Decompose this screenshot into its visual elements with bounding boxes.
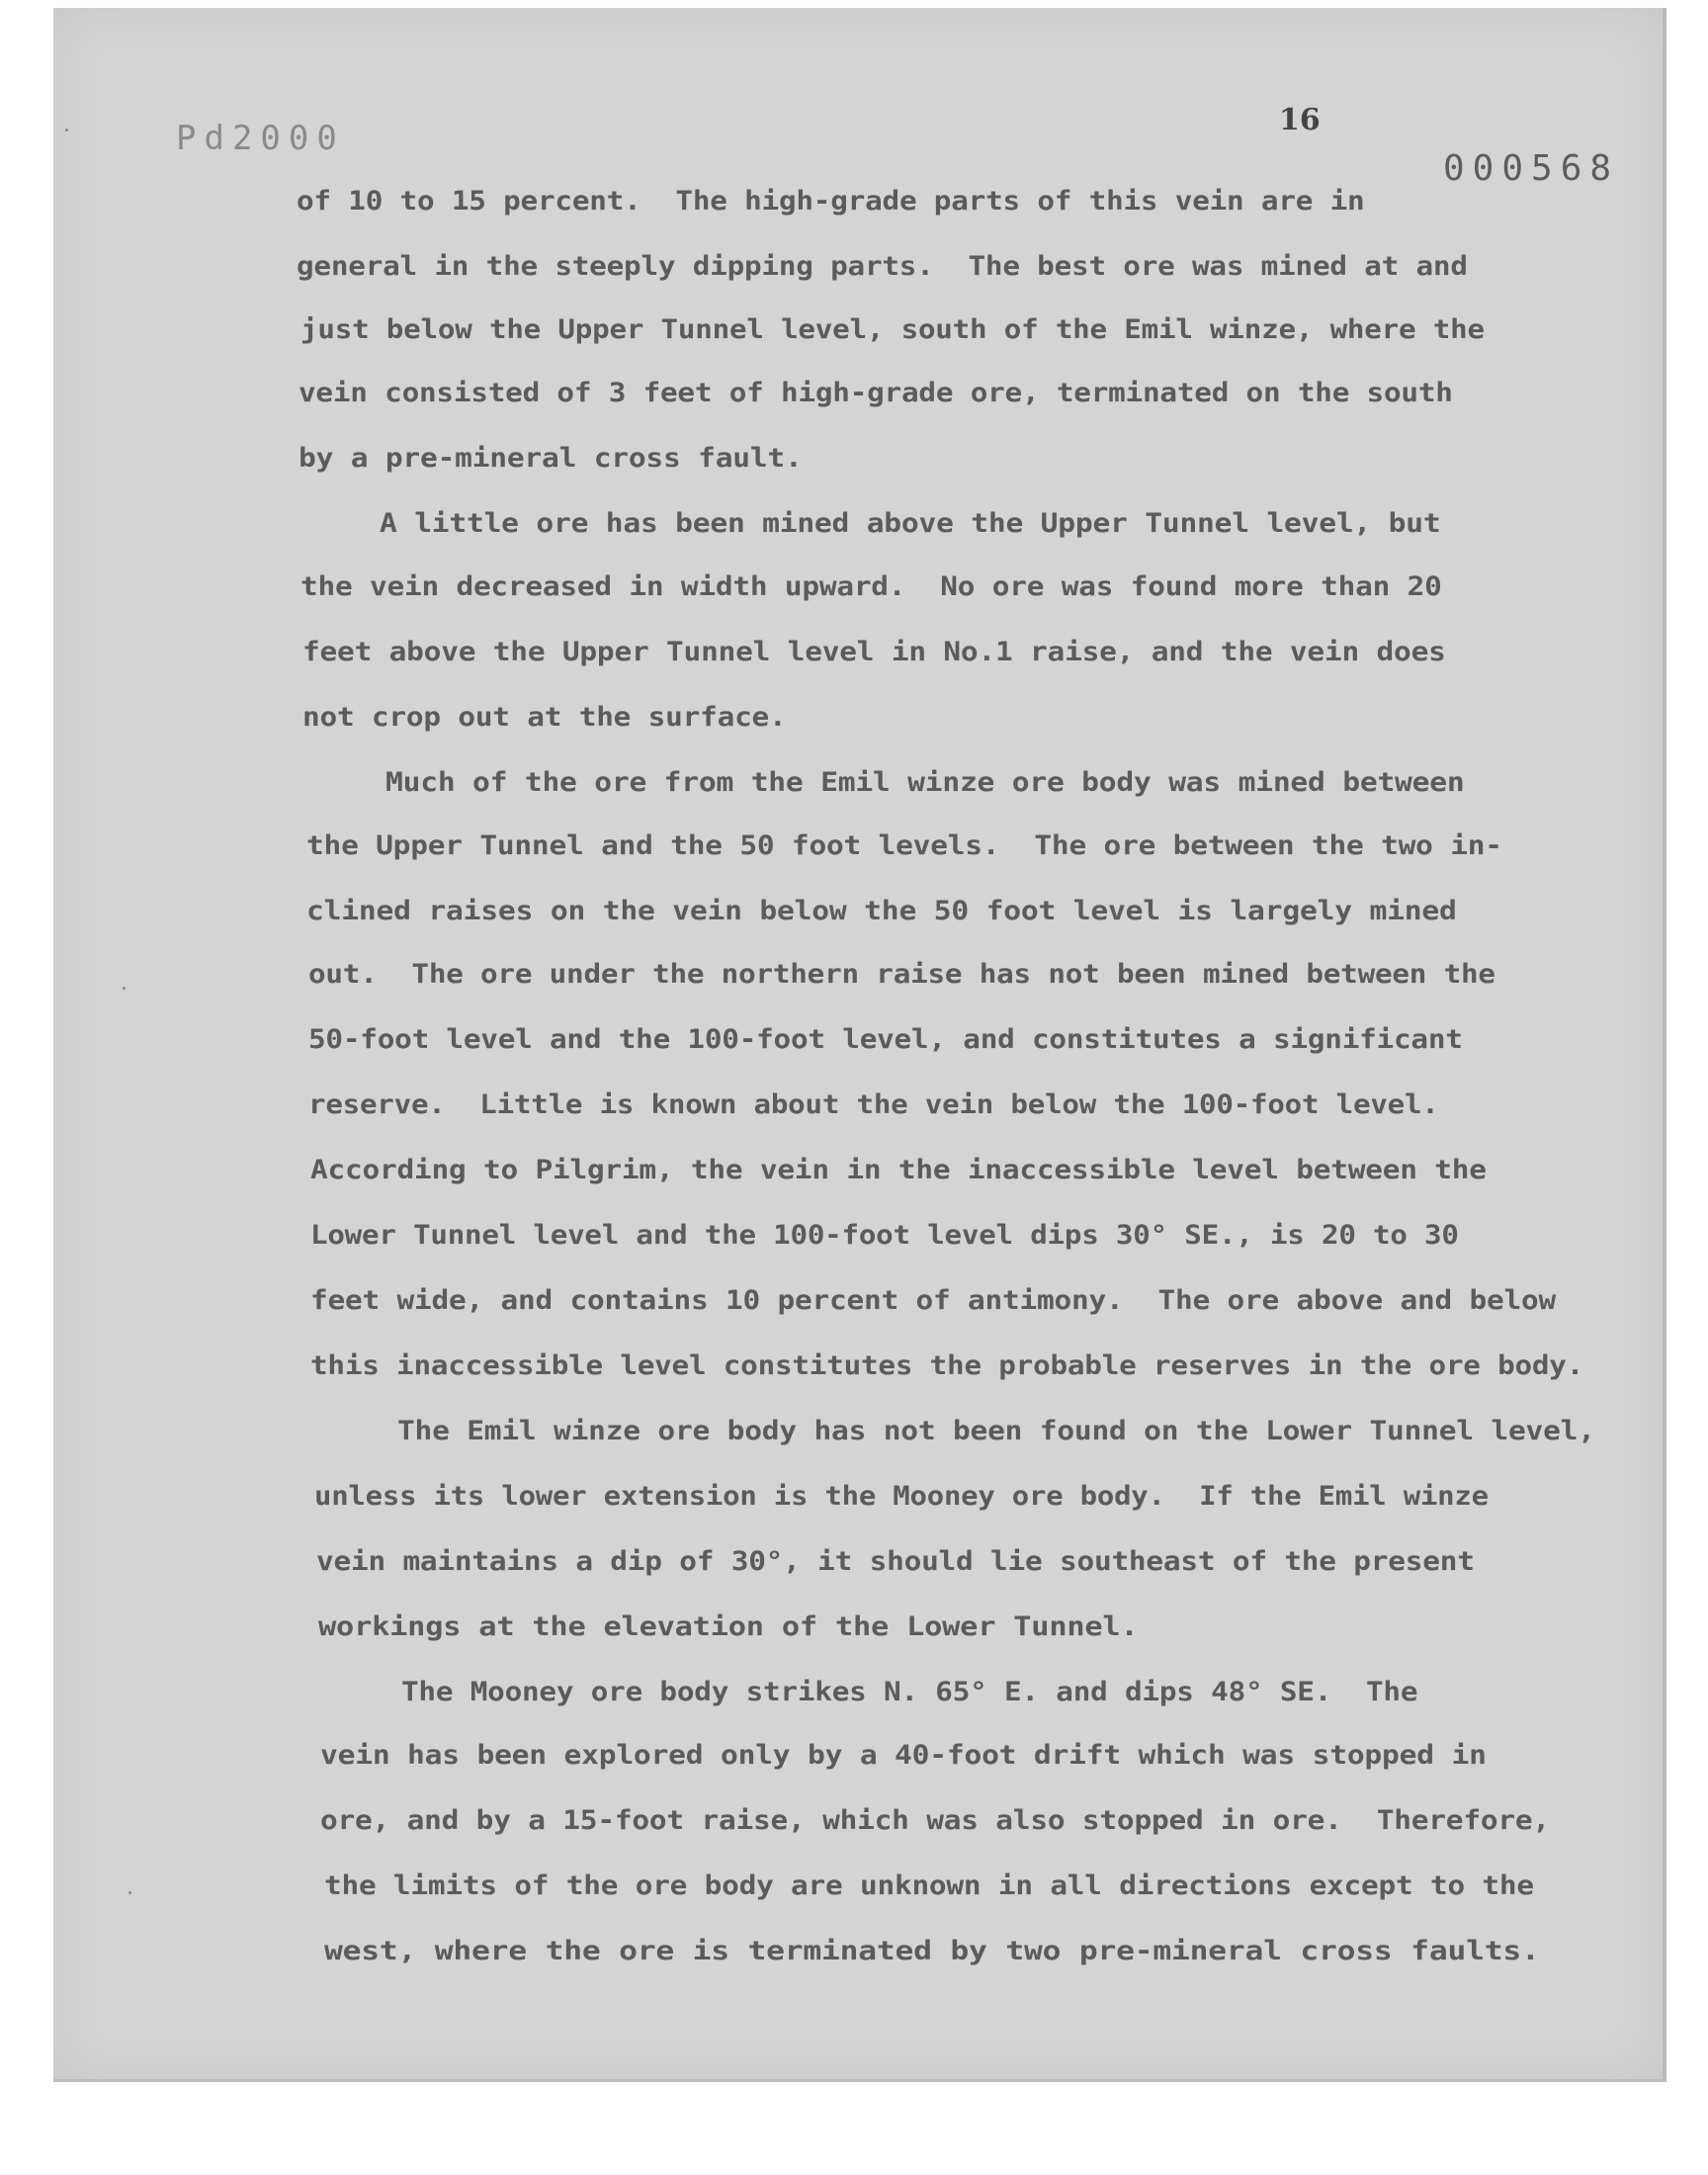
text-line: the Upper Tunnel and the 50 foot levels. The ore between the two in- [306,830,1502,861]
text-line: reserve. Little is known about the vein below the 100-foot level. [308,1089,1439,1120]
text-line: feet above the Upper Tunnel level in No.1 raise, and the vein does [302,637,1446,667]
text-line: ore, and by a 15-foot raise, which was also stopped in ore. Therefore, [320,1805,1550,1836]
paper-speck [65,129,68,131]
page-number: 16 [1279,103,1321,137]
text-line: unless its lower extension is the Mooney ore body. If the Emil winze [314,1481,1489,1512]
text-line: The Mooney ore body strikes N. 65° E. and dips 48° SE. The [401,1677,1418,1707]
text-line: A little ore has been mined above the Upper Tunnel level, but [380,508,1441,539]
text-line: The Emil winze ore body has not been found on the Lower Tunnel level, [397,1416,1595,1446]
text-line: the limits of the ore body are unknown in all directions except to the [324,1870,1534,1901]
text-line: of 10 to 15 percent. The high-grade parts of this vein are in [297,186,1365,217]
text-line: According to Pilgrim, the vein in the inaccessible level between the [310,1155,1487,1185]
paper-speck [128,1891,131,1894]
archive-stamp-right: 000568 [1443,148,1620,189]
text-line: general in the steeply dipping parts. The best ore was mined at and [297,251,1468,282]
text-line: clined raises on the vein below the 50 foot level is largely mined [306,896,1457,926]
text-line: Lower Tunnel level and the 100-foot level dips 30° SE., is 20 to 30 [310,1220,1459,1251]
text-line: feet wide, and contains 10 percent of antimony. The ore above and below [310,1285,1556,1316]
text-line: out. The ore under the northern raise has not been mined between the [308,959,1495,990]
text-line: Much of the ore from the Emil winze ore body was mined between [385,767,1465,798]
text-line: this inaccessible level constitutes the probable reserves in the ore body. [310,1350,1584,1381]
text-line: vein has been explored only by a 40-foot drift which was stopped in [320,1740,1487,1771]
paper-speck [123,987,126,990]
archive-stamp-left: Pd2000 [176,119,345,158]
text-line: the vein decreased in width upward. No ore was found more than 20 [300,571,1442,602]
text-line: by a pre-mineral cross fault. [299,443,803,474]
text-line: workings at the elevation of the Lower Tunnel. [318,1611,1139,1642]
text-line: vein consisted of 3 feet of high-grade ore, terminated on the south [299,378,1453,408]
text-line: west, where the ore is terminated by two pre-mineral cross faults. [324,1936,1540,1966]
text-line: vein maintains a dip of 30°, it should lie southeast of the present [316,1546,1475,1577]
text-line: just below the Upper Tunnel level, south of the Emil winze, where the [300,314,1485,345]
text-line: 50-foot level and the 100-foot level, and constitutes a significant [308,1024,1463,1055]
text-line: not crop out at the surface. [302,702,787,733]
document-page [53,8,1666,2082]
